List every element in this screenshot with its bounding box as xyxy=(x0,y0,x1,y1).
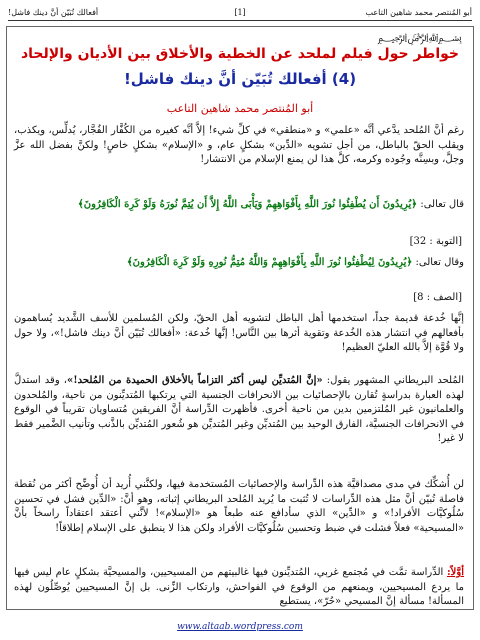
header-author: أبو المُنتصر محمد شاهين التاعب xyxy=(365,8,472,17)
study-body: ، وقد استدلَّ لهذه العبارة بدراسةٍ تُقارن بالإحصائيات بين الانحرافات الجنسية التي يرتكبها المُتديِّنون من ناحية، والمُلحدون والعلمانيون غير المُلتزمين بدين من ناحية أخرى. فأظهرت الدِّراسة أنَّ الفريقين مُتساويان تقريباً في الوقوع في الانحرافات الجنسيَّة، الفارق الوحيد بين المُتديِّن وغير المُتديِّن هو شُعور المُتديِّن بالذَّنب وتأنيب الضَّمير فقط لا غير! xyxy=(14,375,464,444)
paragraph-study xyxy=(14,374,464,447)
paragraph-rebuttal: لن أُشكِّك في مدى مصداقيَّة هذه الدِّراسة والإحصائيات المُستخدمة فيها، ولكنَّني أُريد أن أُوضِّح أكثر من نُقطة فاصلة تُبيّن أنَّ مثل هذه الدِّراسات لا تُثبت ما يُريد المُلحد البريطاني إثباته، وهو أنَّ: «الدِّين فشل في تحسين سُلُوكيَّات الأفراد!» و «الدِّين» الذي سأدافع عنه طبعاً هو «الإسلام»! لأنَّني أعتقد اعتقاداً راسخاً بأنَّ «المسيحية» فعلاً فشلت في ضبط وتحسين سُلُوكيَّات الأفراد ولكن هذا لا ينطبق على الإسلام إطلاقاً! xyxy=(14,479,464,534)
paragraph-deception: إنَّها خُدعة قديمة جداً، استخدمها أهل الباطل لتشويه أهل الحقّ، ولكن المُسلمين للأسف الشَّديد يُساهمون بأفعالهم في انتشار هذه الخُدعة وتقوية أثرها بين النَّاس! إنَّها خُدعة: «أفعالك تُبَيّن أنَّ دينك فاشل!»، ولا حول ولا قُوَّة إلاَّ بالله العليّ العظيم! xyxy=(14,313,464,353)
study-lead: المُلحد البريطاني المشهور يقول: xyxy=(322,375,464,386)
header-topic: أفعالك تُبَيّن أنَّ دينك فاشل! xyxy=(8,8,99,17)
page-subtitle: (4) أفعالك تُبَيّن أنَّ دينك فاشل! xyxy=(123,70,357,88)
footer-website-link[interactable]: www.altaab.wordpress.com xyxy=(177,622,303,632)
verse-1-intro: قال تعالى: xyxy=(417,199,464,210)
verse-2-text: ﴿يُرِيدُونَ لِيُطْفِئُوا نُورَ اللَّهِ بِأَفْوَاهِهِمْ وَاللَّهُ مُتِمُّ نُورِهِ وَلَوْ كَرِهَ الْكَافِرُونَ﴾ xyxy=(126,257,413,268)
first-point-label: أوَّلاً: xyxy=(446,567,464,578)
header-page-number: [1] xyxy=(234,8,246,17)
verse-2-reference: [الصف : 8] xyxy=(413,292,462,303)
verse-1-reference: [التوبة : 32] xyxy=(409,236,462,247)
author-name: أبو المُنتصر محمد شاهين التاعب xyxy=(166,102,314,115)
header-divider xyxy=(8,20,472,21)
paragraph-intro: رغم أنَّ المُلحد يدَّعي أنَّه «علمي» و «منطقي» في كلِّ شيء! إلاَّ أنَّه كغيره من الكُفَّار الفُجَّار، يُدلِّس، ويكذب، ويقلب الحقّ بالباطل، من أجل تشويه «الدِّين» بشكلٍ عام، و «الإسلام» بشكلٍ خاصٍ! ولكنَّ بفضل الله عزَّ وجلَّ، وبسِنَّه وجُوده وكرمه، كلَّ هذا لن يمنع الإسلام من الانتشار! xyxy=(14,125,464,165)
quran-verse-2 xyxy=(14,256,464,271)
paragraph-first-point xyxy=(14,566,464,610)
page-title: خواطر حول فيلم لملحد عن الخطية والأخلاق بين الأديان والإلحاد xyxy=(20,46,460,62)
verse-2-intro: وقال تعالى: xyxy=(412,257,464,268)
first-point-body: الدِّراسة تمَّت في مُجتمع غربي، المُتديِّنون فيها غالبيتهم من المسيحيين، والمسيحيَّة بشكلٍ عام ليس فيها ما يردع المسيحيين، ويمنعهم من الوقوع في الفواحش، وارتكاب الزِّنى. بل إنَّ المسيحيين يُوصِّلُون لهذه المسألة! مسألة إنَّ المسيحي «حُرّ»، يستطيع xyxy=(14,567,464,607)
study-quote: «إنَّ المُتديِّن ليس أكثر التزاماً بالأخلاق الحميدة من المُلحد!» xyxy=(67,375,323,386)
quran-verse-1 xyxy=(14,198,464,213)
verse-1-text: ﴿يُرِيدُونَ أَن يُطْفِئُوا نُورَ اللَّهِ بِأَفْوَاهِهِمْ وَيَأْبَى اللَّهُ إِلاَّ أَن يُتِمَّ نُورَهُ وَلَوْ كَرِهَ الْكَافِرُونَ﴾ xyxy=(77,199,418,210)
basmala: ﷽ xyxy=(377,31,462,44)
